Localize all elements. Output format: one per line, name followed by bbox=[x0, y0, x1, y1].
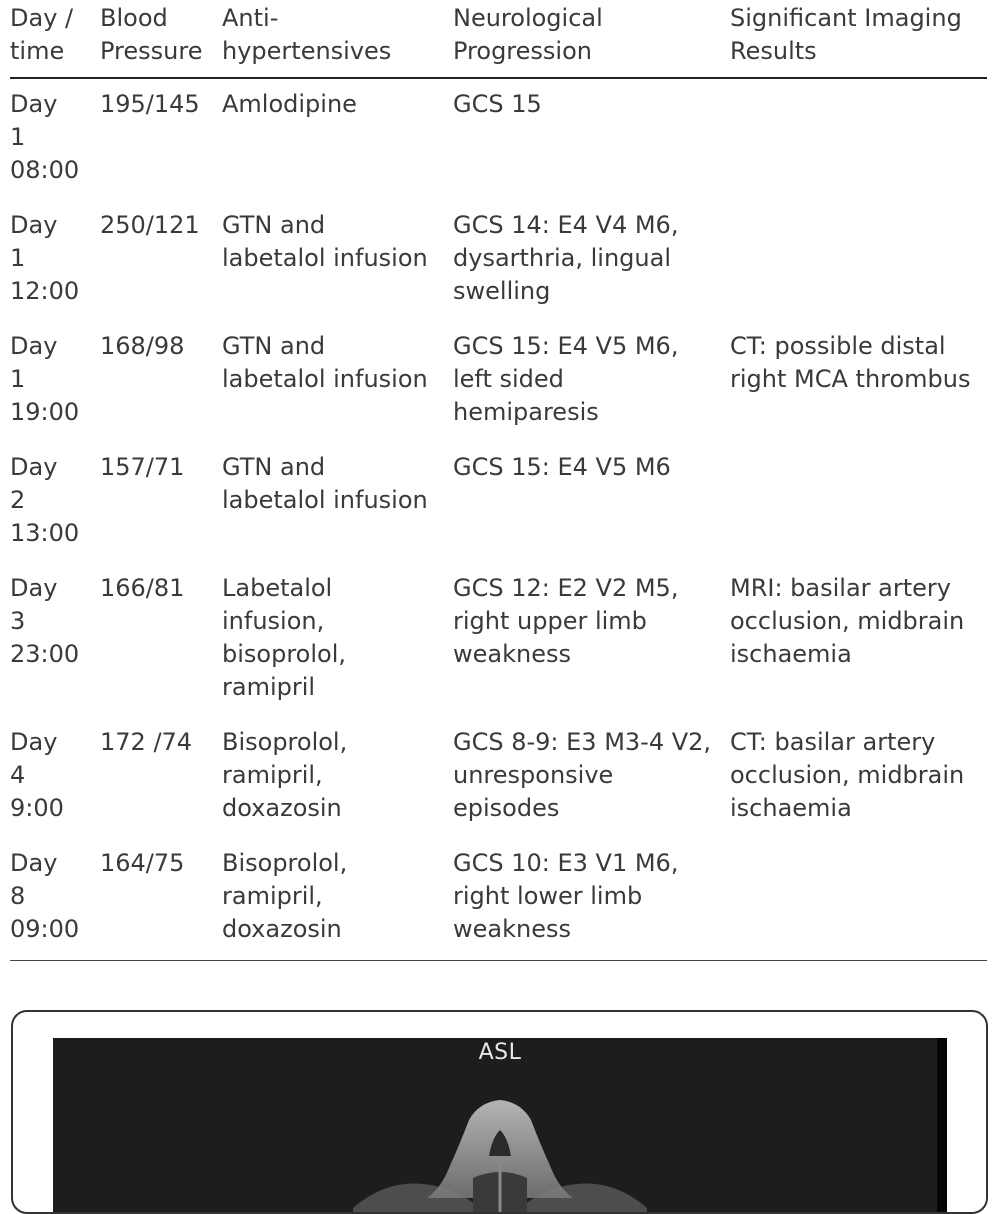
blood-pressure-cell bbox=[100, 837, 222, 961]
day-time-cell bbox=[10, 320, 100, 441]
cell-text: Day bbox=[10, 453, 58, 481]
cell-text: doxazosin bbox=[222, 915, 342, 943]
cell-text: ramipril bbox=[222, 673, 316, 701]
day-time-cell bbox=[10, 78, 100, 199]
cell-text: GCS 15: E4 V5 M6 bbox=[453, 453, 671, 481]
header-line: Anti- bbox=[222, 4, 279, 32]
neurological-cell bbox=[453, 716, 730, 837]
cell-text: 08:00 bbox=[10, 156, 80, 184]
cell-text: labetalol infusion bbox=[222, 244, 428, 272]
imaging-cell bbox=[730, 199, 987, 320]
cell-text: Labetalol bbox=[222, 574, 333, 602]
cell-text: CT: possible distal bbox=[730, 332, 946, 360]
cell-text: 4 bbox=[10, 761, 26, 789]
cell-text: 1 bbox=[10, 123, 26, 151]
cell-text: GTN and bbox=[222, 453, 326, 481]
header-line: Blood bbox=[100, 4, 168, 32]
cell-text: GCS 15 bbox=[453, 90, 542, 118]
cell-text: GCS 8-9: E3 M3-4 V2, bbox=[453, 728, 712, 756]
table-row bbox=[10, 320, 987, 441]
cell-text: Day bbox=[10, 211, 58, 239]
antihypertensives-cell bbox=[222, 716, 453, 837]
cell-text: 1 bbox=[10, 365, 26, 393]
cell-text: Day bbox=[10, 574, 58, 602]
day-time-cell bbox=[10, 716, 100, 837]
imaging-cell bbox=[730, 320, 987, 441]
cell-text: Amlodipine bbox=[222, 90, 357, 118]
cell-text: 172 /74 bbox=[100, 728, 193, 756]
blood-pressure-cell bbox=[100, 199, 222, 320]
table-row bbox=[10, 441, 987, 562]
cell-text: ramipril, bbox=[222, 882, 323, 910]
cell-text: GTN and bbox=[222, 211, 326, 239]
cell-text: 195/145 bbox=[100, 90, 200, 118]
blood-pressure-cell bbox=[100, 441, 222, 562]
neurological-cell bbox=[453, 320, 730, 441]
imaging-cell bbox=[730, 837, 987, 961]
blood-pressure-cell bbox=[100, 716, 222, 837]
cell-text: Day bbox=[10, 728, 58, 756]
figure-panel bbox=[11, 1010, 988, 1214]
antihypertensives-cell bbox=[222, 199, 453, 320]
cell-text: ramipril, bbox=[222, 761, 323, 789]
cell-text: 9:00 bbox=[10, 794, 64, 822]
cell-text: MRI: basilar artery bbox=[730, 574, 951, 602]
blood-pressure-cell bbox=[100, 78, 222, 199]
neurological-progression-header bbox=[453, 0, 730, 78]
day-time-header bbox=[10, 0, 100, 78]
cell-text: occlusion, midbrain bbox=[730, 761, 965, 789]
imaging-cell bbox=[730, 441, 987, 562]
header-line: Significant Imaging bbox=[730, 4, 962, 32]
day-time-cell bbox=[10, 441, 100, 562]
imaging-cell bbox=[730, 562, 987, 716]
table-row bbox=[10, 199, 987, 320]
header-line: hypertensives bbox=[222, 37, 392, 65]
clinical-timeline-table-container bbox=[10, 0, 987, 961]
cell-text: 23:00 bbox=[10, 640, 80, 668]
blood-pressure-cell bbox=[100, 320, 222, 441]
cell-text: 157/71 bbox=[100, 453, 185, 481]
clinical-timeline-table bbox=[10, 0, 987, 961]
neurological-cell bbox=[453, 78, 730, 199]
header-line: Neurological bbox=[453, 4, 603, 32]
cell-text: weakness bbox=[453, 915, 571, 943]
cell-text: weakness bbox=[453, 640, 571, 668]
cell-text: unresponsive bbox=[453, 761, 614, 789]
cell-text: 12:00 bbox=[10, 277, 80, 305]
neurological-cell bbox=[453, 441, 730, 562]
antihypertensives-cell bbox=[222, 78, 453, 199]
header-line: Results bbox=[730, 37, 817, 65]
header-line: time bbox=[10, 37, 65, 65]
cell-text: GTN and bbox=[222, 332, 326, 360]
cell-text: GCS 14: E4 V4 M6, bbox=[453, 211, 679, 239]
cell-text: 8 bbox=[10, 882, 26, 910]
antihypertensives-cell bbox=[222, 320, 453, 441]
cell-text: GCS 15: E4 V5 M6, bbox=[453, 332, 679, 360]
cell-text: Bisoprolol, bbox=[222, 849, 348, 877]
mri-sequence-label: ASL bbox=[478, 1040, 522, 1065]
cell-text: right upper limb bbox=[453, 607, 647, 635]
cell-text: 1 bbox=[10, 244, 26, 272]
cell-text: 168/98 bbox=[100, 332, 185, 360]
cell-text: swelling bbox=[453, 277, 551, 305]
neurological-cell bbox=[453, 562, 730, 716]
table-row bbox=[10, 716, 987, 837]
cell-text: 19:00 bbox=[10, 398, 80, 426]
cell-text: infusion, bbox=[222, 607, 325, 635]
cell-text: Day bbox=[10, 849, 58, 877]
cell-text: GCS 12: E2 V2 M5, bbox=[453, 574, 679, 602]
cell-text: right MCA thrombus bbox=[730, 365, 971, 393]
table-row bbox=[10, 78, 987, 199]
neurological-cell bbox=[453, 199, 730, 320]
cell-text: 2 bbox=[10, 486, 26, 514]
cell-text: ischaemia bbox=[730, 794, 852, 822]
table-row bbox=[10, 837, 987, 961]
table-header-row bbox=[10, 0, 987, 78]
day-time-cell bbox=[10, 199, 100, 320]
cell-text: episodes bbox=[453, 794, 560, 822]
cell-text: 250/121 bbox=[100, 211, 200, 239]
day-time-cell bbox=[10, 837, 100, 961]
cell-text: occlusion, midbrain bbox=[730, 607, 965, 635]
cell-text: doxazosin bbox=[222, 794, 342, 822]
cell-text: 166/81 bbox=[100, 574, 185, 602]
cell-text: left sided bbox=[453, 365, 564, 393]
cell-text: ischaemia bbox=[730, 640, 852, 668]
cell-text: CT: basilar artery bbox=[730, 728, 936, 756]
cell-text: labetalol infusion bbox=[222, 486, 428, 514]
header-line: Progression bbox=[453, 37, 592, 65]
cell-text: Day bbox=[10, 332, 58, 360]
header-line: Pressure bbox=[100, 37, 203, 65]
neurological-cell bbox=[453, 837, 730, 961]
header-line: Day / bbox=[10, 4, 74, 32]
imaging-cell bbox=[730, 716, 987, 837]
imaging-results-header bbox=[730, 0, 987, 78]
cell-text: right lower limb bbox=[453, 882, 643, 910]
cell-text: labetalol infusion bbox=[222, 365, 428, 393]
cell-text: Bisoprolol, bbox=[222, 728, 348, 756]
antihypertensives-cell bbox=[222, 837, 453, 961]
cell-text: bisoprolol, bbox=[222, 640, 346, 668]
table-row bbox=[10, 562, 987, 716]
cell-text: hemiparesis bbox=[453, 398, 599, 426]
antihypertensives-header bbox=[222, 0, 453, 78]
blood-pressure-cell bbox=[100, 562, 222, 716]
cell-text: GCS 10: E3 V1 M6, bbox=[453, 849, 679, 877]
cell-text: 3 bbox=[10, 607, 26, 635]
cell-text: 13:00 bbox=[10, 519, 80, 547]
antihypertensives-cell bbox=[222, 562, 453, 716]
cell-text: 164/75 bbox=[100, 849, 185, 877]
antihypertensives-cell bbox=[222, 441, 453, 562]
day-time-cell bbox=[10, 562, 100, 716]
cell-text: Day bbox=[10, 90, 58, 118]
mri-image bbox=[53, 1038, 947, 1214]
table-body bbox=[10, 78, 987, 961]
blood-pressure-header bbox=[100, 0, 222, 78]
imaging-cell bbox=[730, 78, 987, 199]
cell-text: dysarthria, lingual bbox=[453, 244, 672, 272]
cell-text: 09:00 bbox=[10, 915, 80, 943]
